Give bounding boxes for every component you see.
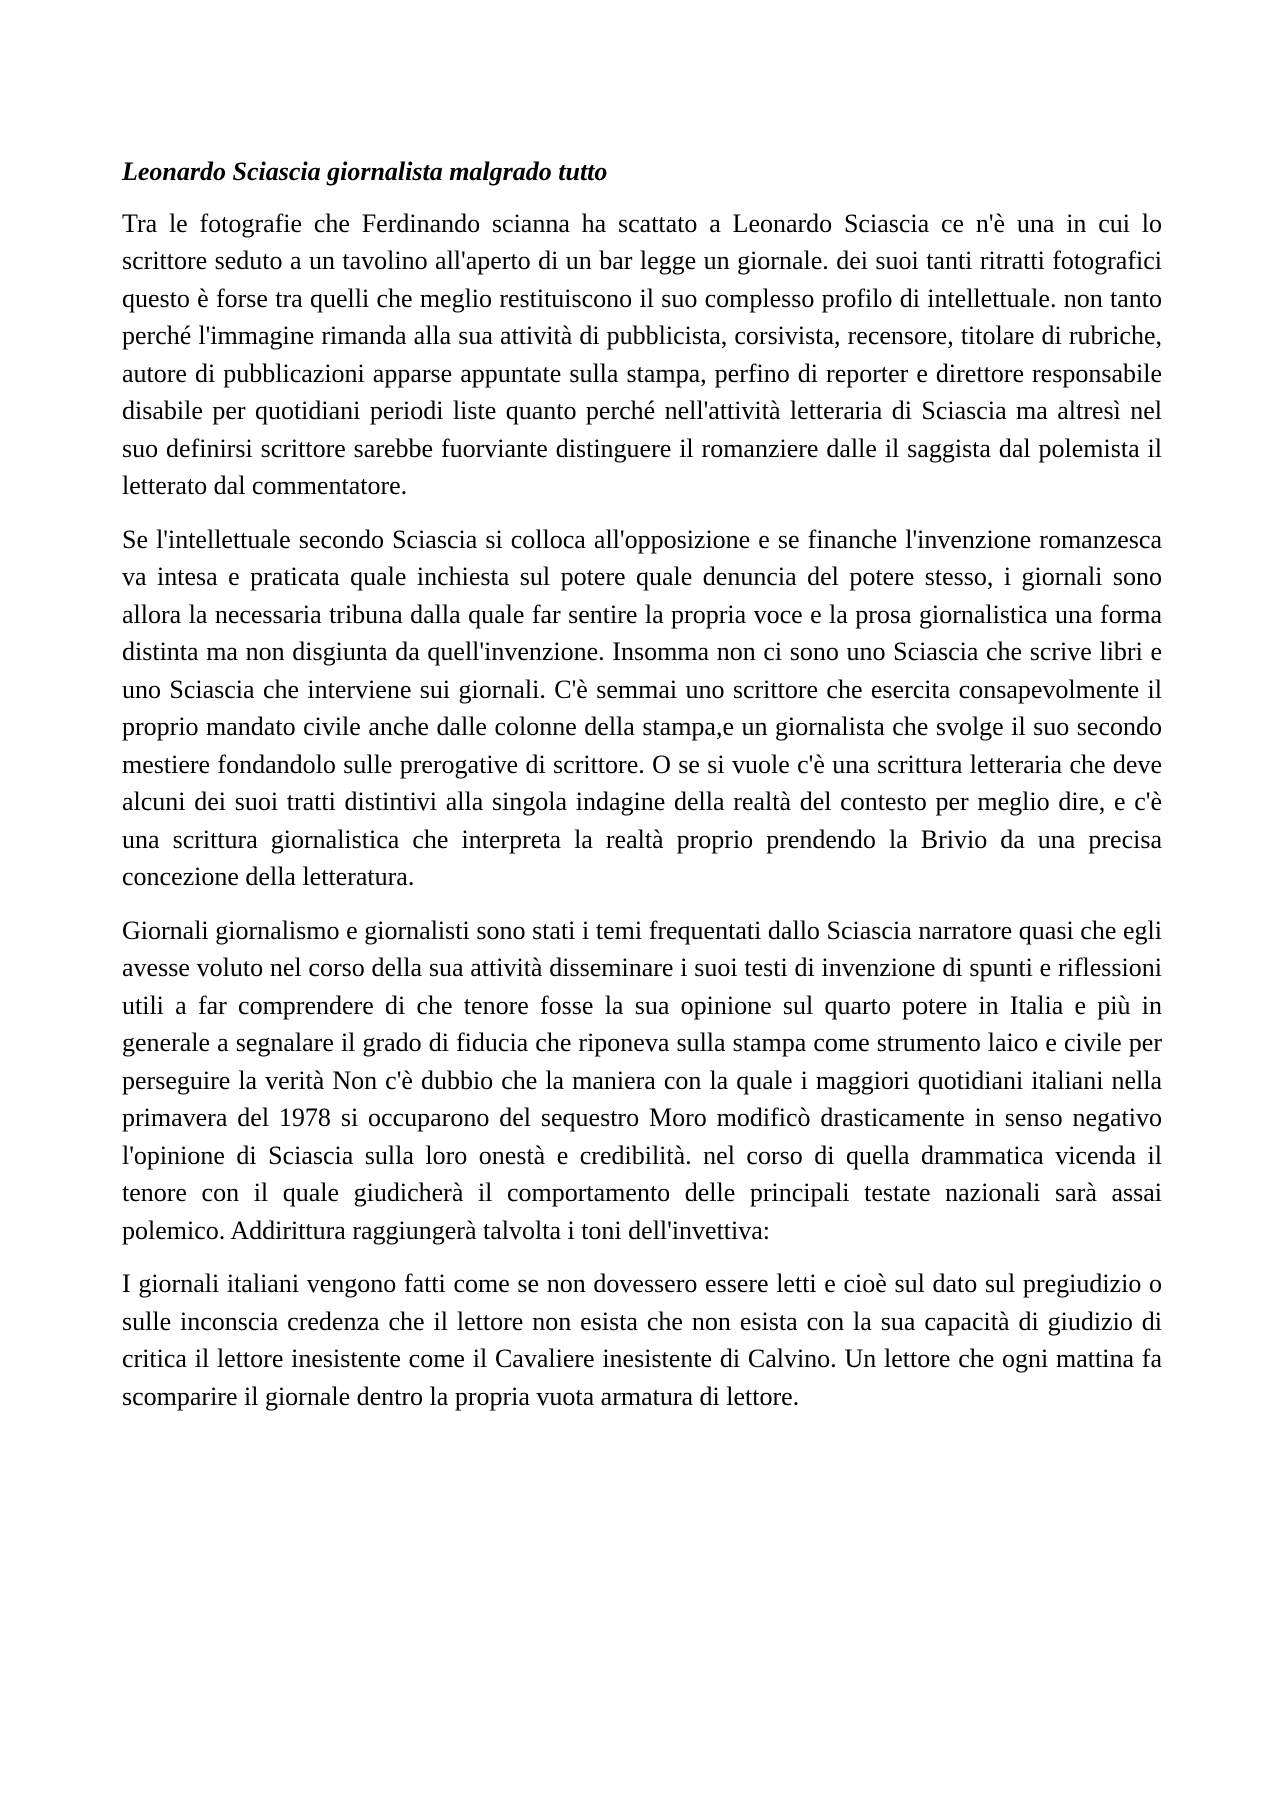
document-title: Leonardo Sciascia giornalista malgrado tutto xyxy=(122,157,608,186)
paragraph-4: I giornali italiani vengono fatti come se non dovessero essere letti e cioè sul dato sul pregiudizio o sulle inconscia credenza che il lettore non esista che non esista con la sua capacità di giudizio di critica il lettore inesistente come il Cavaliere inesistente di Calvino. Un lettore che ogni mattina fa scomparire il giornale dentro la propria vuota armatura di lettore. xyxy=(122,1269,1162,1411)
paragraph-3: Giornali giornalismo e giornalisti sono stati i temi frequentati dallo Sciascia narratore quasi che egli avesse voluto nel corso della sua attività disseminare i suoi testi di invenzione di spunti e riflessioni utili a far comprendere di che tenore fosse la sua opinione sul quarto potere in Italia e più in generale a segnalare il grado di fiducia che riponeva sulla stampa come strumento laico e civile per perseguire la verità Non c'è dubbio che la maniera con la quale i maggiori quotidiani italiani nella primavera del 1978 si occuparono del sequestro Moro modificò drasticamente in senso negativo l'opinione di Sciascia sulla loro onestà e credibilità. nel corso di quella drammatica vicenda il tenore con il quale giudicherà il comportamento delle principali testate nazionali sarà assai polemico. Addirittura raggiungerà talvolta i toni dell'invettiva: xyxy=(122,915,1162,1245)
document-page xyxy=(122,153,1162,1431)
paragraph-1: Tra le fotografie che Ferdinando scianna ha scattato a Leonardo Sciascia ce n'è una in cui lo scrittore seduto a un tavolino all'aperto di un bar legge un giornale. dei suoi tanti ritratti fotografici questo è forse tra quelli che meglio restituiscono il suo complesso profilo di intellettuale. non tanto perché l'immagine rimanda alla sua attività di pubblicista, corsivista, recensore, titolare di rubriche, autore di pubblicazioni apparse appuntate sulla stampa, perfino di reporter e direttore responsabile disabile per quotidiani periodi liste quanto perché nell'attività letteraria di Sciascia ma altresì nel suo definirsi scrittore sarebbe fuorviante distinguere il romanziere dalle il saggista dal polemista il letterato dal commentatore. xyxy=(122,208,1162,500)
paragraph-2: Se l'intellettuale secondo Sciascia si colloca all'opposizione e se finanche l'invenzione romanzesca va intesa e praticata quale inchiesta sul potere quale denuncia del potere stesso, i giornali sono allora la necessaria tribuna dalla quale far sentire la propria voce e la prosa giornalistica una forma distinta ma non disgiunta da quell'invenzione. Insomma non ci sono uno Sciascia che scrive libri e uno Sciascia che interviene sui giornali. C'è semmai uno scrittore che esercita consapevolmente il proprio mandato civile anche dalle colonne della stampa,e un giornalista che svolge il suo secondo mestiere fondandolo sulle prerogative di scrittore. O se si vuole c'è una scrittura letteraria che deve alcuni dei suoi tratti distintivi alla singola indagine della realtà del contesto per meglio dire, e c'è una scrittura giornalistica che interpreta la realtà proprio prendendo la Brivio da una precisa concezione della letteratura. xyxy=(122,524,1162,891)
